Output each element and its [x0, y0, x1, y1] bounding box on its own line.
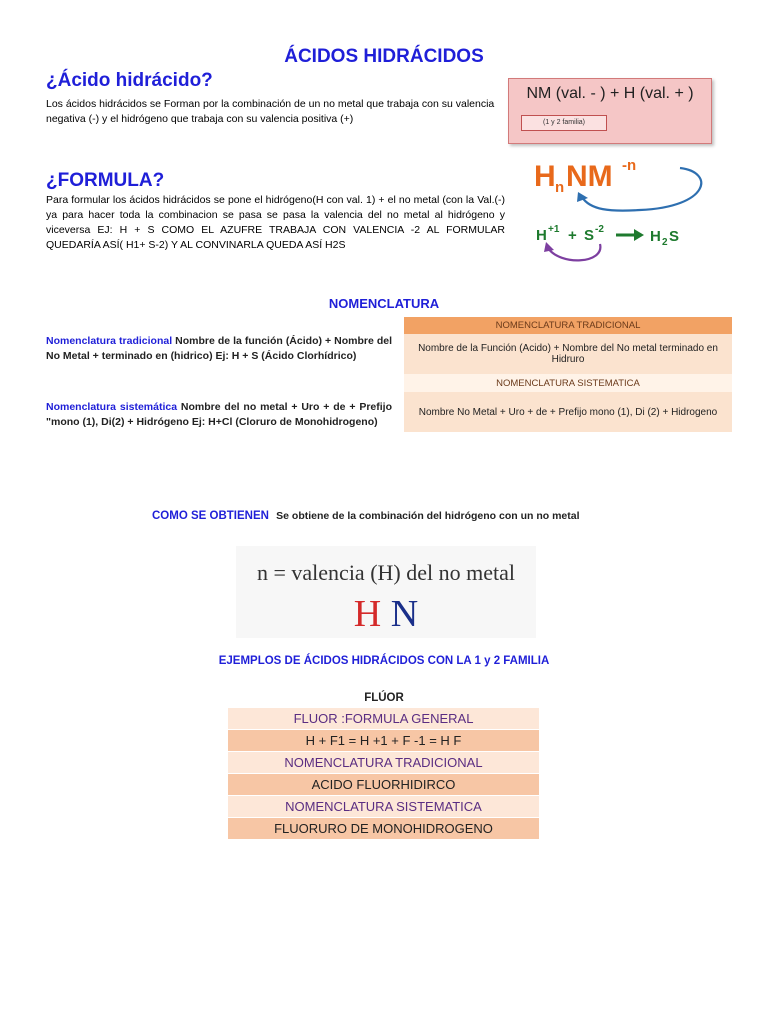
- sistematica-text: Nombre del no metal + Uro + de + Prefijo "mono (1), Di(2) + Hidrógeno Ej: H+Cl (Cloruro de Monohidrogeno): [46, 401, 392, 428]
- fluor-row: NOMENCLATURA SISTEMATICA: [228, 796, 539, 818]
- formula-graphic: [530, 152, 720, 272]
- fluor-row: H + F1 = H +1 + F -1 = H F: [228, 730, 539, 752]
- hn-H: H: [353, 593, 382, 635]
- page-title: ÁCIDOS HIDRÁCIDOS: [284, 46, 484, 67]
- table-row-tradicional: Nombre de la Función (Acido) + Nombre del No metal terminado en Hidruro: [404, 334, 732, 374]
- intro-heading: ¿Ácido hidrácido?: [46, 70, 213, 91]
- fluor-heading: FLÚOR: [364, 692, 404, 704]
- fluor-table: [228, 708, 539, 840]
- sistematica-label: Nomenclatura sistemática: [46, 401, 178, 413]
- formula-graphic-svg: [530, 152, 720, 272]
- fluor-row: FLUOR :FORMULA GENERAL: [228, 708, 539, 730]
- hn-symbols: [236, 592, 536, 636]
- formula-box: [508, 78, 712, 144]
- tradicional-label: Nomenclatura tradicional: [46, 335, 173, 347]
- hn-caption: n = valencia (H) del no metal: [257, 560, 515, 585]
- formula-heading: ¿FORMULA?: [46, 170, 165, 191]
- table-header-sistematica: NOMENCLATURA SISTEMATICA: [404, 374, 732, 392]
- result-S: S: [669, 228, 680, 245]
- obtienen-line: [152, 510, 580, 522]
- example-H: H: [536, 227, 547, 244]
- table-row-sistematica: Nombre No Metal + Uro + de + Prefijo mono (1), Di (2) + Hidrogeno: [404, 392, 732, 432]
- example-plus: +: [568, 227, 577, 244]
- swap-arrow-purple: [548, 244, 600, 260]
- table-header-tradicional: NOMENCLATURA TRADICIONAL: [404, 317, 732, 334]
- nomenclatura-heading: NOMENCLATURA: [328, 296, 440, 311]
- nomenclatura-sistematica: [46, 400, 392, 430]
- general-NM: NM: [566, 160, 613, 193]
- general-exponent: -n: [622, 157, 637, 174]
- nomenclatura-tradicional: [46, 334, 392, 364]
- general-n: n: [555, 179, 565, 196]
- formula-box-note: (1 y 2 familia): [521, 115, 607, 131]
- formula-text: Para formular los ácidos hidrácidos se pone el hidrógeno(H con val. 1) + el no metal (con la Val.(-) ya para hacer toda la combinacion se pasa se pasa la valencia del no metal al hidrógeno y viceversa EJ: H + S COMO EL AZUFRE TRABAJA CON VALENCIA -2 AL FORMULAR QUEDARÍA ASÍ( H1+ S-2) Y AL CONVINARLA QUEDA ASÍ H2S: [46, 194, 505, 251]
- hn-image: [236, 546, 536, 638]
- example-H-sup: +1: [548, 224, 560, 235]
- hn-N: N: [390, 593, 419, 635]
- swap-arrow-blue-head: [577, 192, 588, 202]
- example-S-sup: -2: [595, 224, 604, 235]
- formula-box-formula: NM (val. - ) + H (val. + ): [526, 85, 694, 102]
- general-H: H: [534, 160, 556, 193]
- ejemplos-heading: EJEMPLOS DE ÁCIDOS HIDRÁCIDOS CON LA 1 y 2 FAMILIA: [218, 655, 550, 667]
- result-arrow-head: [634, 229, 644, 241]
- fluor-row: NOMENCLATURA TRADICIONAL: [228, 752, 539, 774]
- result-H: H: [650, 228, 661, 245]
- intro-text: Los ácidos hidrácidos se Forman por la combinación de un no metal que trabaja con su valencia negativa (-) y el hidrógeno que trabaja con su valencia positiva (+): [46, 98, 495, 125]
- example-S: S: [584, 227, 595, 244]
- obtienen-text: Se obtiene de la combinación del hidrógeno con un no metal: [276, 510, 580, 522]
- nomenclatura-table: [404, 317, 732, 432]
- fluor-row: FLUORURO DE MONOHIDROGENO: [228, 818, 539, 840]
- tradicional-text: Nombre de la función (Ácido) + Nombre del No Metal + terminado en (hidrico) Ej: H + S (Ácido Clorhídrico): [46, 335, 392, 362]
- fluor-row: ACIDO FLUORHIDIRCO: [228, 774, 539, 796]
- obtienen-label: COMO SE OBTIENEN: [152, 510, 269, 522]
- result-sub: 2: [662, 237, 668, 248]
